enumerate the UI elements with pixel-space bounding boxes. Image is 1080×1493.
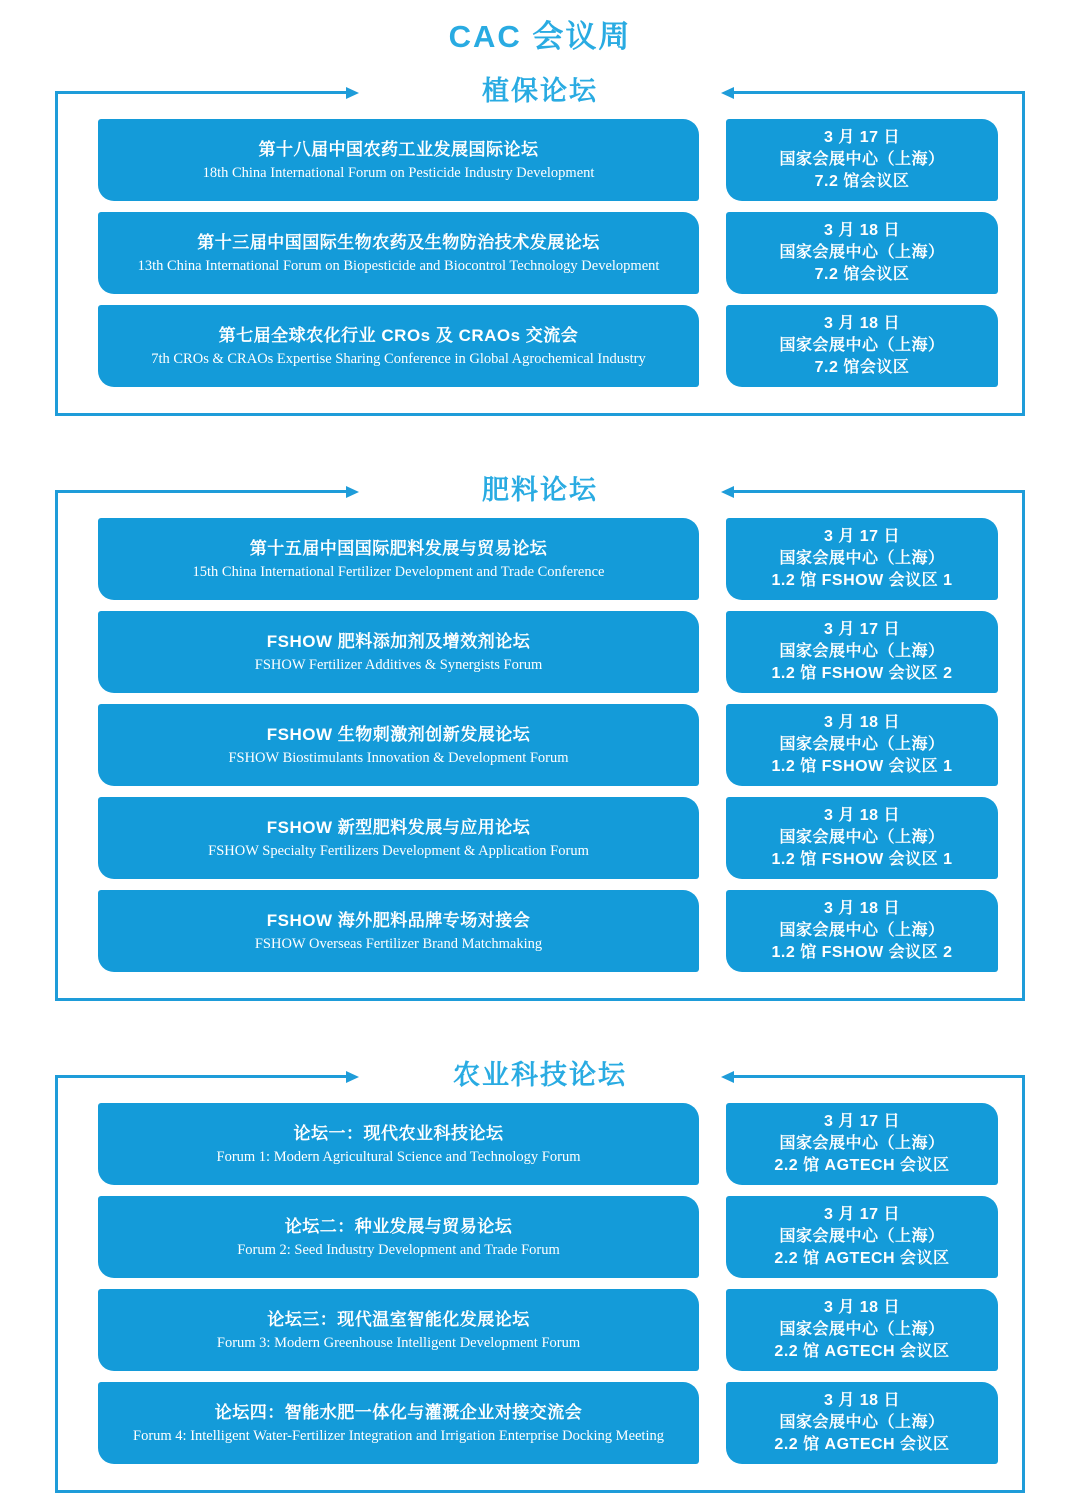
schedule-row <box>98 704 998 786</box>
event-date: 3 月 18 日 <box>823 807 901 824</box>
arrow-right-icon <box>55 91 347 94</box>
section-frame <box>55 76 1025 416</box>
event-hall: 2.2 馆 AGTECH 会议区 <box>774 1250 950 1267</box>
section-frame <box>55 1060 1025 1493</box>
arrow-left-icon <box>733 1075 1025 1078</box>
event-venue: 国家会展中心（上海） <box>779 1228 945 1245</box>
event-date: 3 月 18 日 <box>823 1299 901 1316</box>
arrowhead-left-icon <box>721 486 734 498</box>
date-venue-box <box>726 611 998 693</box>
date-venue-box <box>726 1103 998 1185</box>
event-box <box>98 704 699 786</box>
event-title-cn: FSHOW 新型肥料发展与应用论坛 <box>266 817 531 837</box>
event-box <box>98 1382 699 1464</box>
event-title-cn: FSHOW 海外肥料品牌专场对接会 <box>266 910 531 930</box>
event-title-en: 15th China International Fertilizer Development and Trade Conference <box>192 563 605 580</box>
event-venue: 国家会展中心（上海） <box>779 151 945 168</box>
event-venue: 国家会展中心（上海） <box>779 643 945 660</box>
event-title-cn: 论坛三：现代温室智能化发展论坛 <box>267 1309 530 1329</box>
event-date: 3 月 18 日 <box>823 714 901 731</box>
schedule-row <box>98 611 998 693</box>
event-venue: 国家会展中心（上海） <box>779 337 945 354</box>
event-date: 3 月 17 日 <box>823 1113 901 1130</box>
date-venue-box <box>726 890 998 972</box>
event-venue: 国家会展中心（上海） <box>779 244 945 261</box>
arrow-left-icon <box>733 91 1025 94</box>
event-box <box>98 611 699 693</box>
event-date: 3 月 18 日 <box>823 1392 901 1409</box>
event-date: 3 月 17 日 <box>823 528 901 545</box>
event-title-en: Forum 3: Modern Greenhouse Intelligent Development Forum <box>216 1334 581 1351</box>
date-venue-box <box>726 305 998 387</box>
event-title-cn: 论坛四：智能水肥一体化与灌溉企业对接交流会 <box>214 1402 583 1422</box>
event-box <box>98 305 699 387</box>
event-venue: 国家会展中心（上海） <box>779 922 945 939</box>
schedule-row <box>98 1196 998 1278</box>
arrow-left-icon <box>733 490 1025 493</box>
event-date: 3 月 18 日 <box>823 222 901 239</box>
date-venue-box <box>726 797 998 879</box>
arrowhead-left-icon <box>721 1071 734 1083</box>
event-venue: 国家会展中心（上海） <box>779 736 945 753</box>
event-venue: 国家会展中心（上海） <box>779 829 945 846</box>
schedule-row <box>98 1103 998 1185</box>
arrowhead-right-icon <box>346 1071 359 1083</box>
section-title: 肥料论坛 <box>482 475 598 505</box>
event-title-cn: FSHOW 生物刺激剂创新发展论坛 <box>266 724 531 744</box>
section-frame <box>55 475 1025 1001</box>
event-box <box>98 119 699 201</box>
date-venue-box <box>726 119 998 201</box>
arrowhead-right-icon <box>346 486 359 498</box>
event-title-en: Forum 1: Modern Agricultural Science and Technology Forum <box>216 1148 581 1165</box>
event-venue: 国家会展中心（上海） <box>779 1321 945 1338</box>
section-agtech-forum <box>55 1060 1025 1493</box>
event-box <box>98 212 699 294</box>
date-venue-box <box>726 1289 998 1371</box>
event-hall: 7.2 馆会议区 <box>814 173 910 190</box>
event-title-cn: 论坛一：现代农业科技论坛 <box>293 1123 504 1143</box>
event-hall: 2.2 馆 AGTECH 会议区 <box>774 1157 950 1174</box>
section-plant-protection-forum <box>55 76 1025 416</box>
section-fertilizer-forum <box>55 475 1025 1001</box>
event-date: 3 月 18 日 <box>823 900 901 917</box>
event-title-en: FSHOW Fertilizer Additives & Synergists Forum <box>254 656 543 673</box>
event-hall: 1.2 馆 FSHOW 会议区 1 <box>771 851 953 868</box>
event-hall: 1.2 馆 FSHOW 会议区 2 <box>771 665 953 682</box>
event-hall: 7.2 馆会议区 <box>814 266 910 283</box>
date-venue-box <box>726 212 998 294</box>
event-box <box>98 1289 699 1371</box>
schedule-row <box>98 797 998 879</box>
event-title-en: Forum 2: Seed Industry Development and Trade Forum <box>237 1241 560 1258</box>
schedule-row <box>98 1289 998 1371</box>
event-date: 3 月 17 日 <box>823 621 901 638</box>
section-title: 植保论坛 <box>482 76 598 106</box>
event-hall: 1.2 馆 FSHOW 会议区 1 <box>771 572 953 589</box>
event-title-cn: 第十五届中国国际肥料发展与贸易论坛 <box>249 538 548 558</box>
event-date: 3 月 17 日 <box>823 129 901 146</box>
event-venue: 国家会展中心（上海） <box>779 550 945 567</box>
event-title-en: FSHOW Biostimulants Innovation & Development Forum <box>228 749 569 766</box>
event-title-cn: 第七届全球农化行业 CROs 及 CRAOs 交流会 <box>218 325 579 345</box>
event-title-en: FSHOW Overseas Fertilizer Brand Matchmaking <box>254 935 543 952</box>
date-venue-box <box>726 704 998 786</box>
schedule-row <box>98 1382 998 1464</box>
event-box <box>98 518 699 600</box>
event-hall: 1.2 馆 FSHOW 会议区 2 <box>771 944 953 961</box>
event-venue: 国家会展中心（上海） <box>779 1135 945 1152</box>
event-hall: 2.2 馆 AGTECH 会议区 <box>774 1343 950 1360</box>
schedule-row <box>98 518 998 600</box>
event-venue: 国家会展中心（上海） <box>779 1414 945 1431</box>
event-box <box>98 797 699 879</box>
event-hall: 2.2 馆 AGTECH 会议区 <box>774 1436 950 1453</box>
schedule-row <box>98 305 998 387</box>
event-title-en: FSHOW Specialty Fertilizers Development & Application Forum <box>208 842 589 859</box>
event-date: 3 月 18 日 <box>823 315 901 332</box>
schedule-row <box>98 212 998 294</box>
page-title: CAC 会议周 <box>448 19 632 54</box>
event-box <box>98 1196 699 1278</box>
event-box <box>98 1103 699 1185</box>
event-title-cn: FSHOW 肥料添加剂及增效剂论坛 <box>266 631 531 651</box>
event-title-cn: 论坛二：种业发展与贸易论坛 <box>284 1216 513 1236</box>
event-title-en: 18th China International Forum on Pesticide Industry Development <box>202 164 595 181</box>
event-hall: 1.2 馆 FSHOW 会议区 1 <box>771 758 953 775</box>
event-title-cn: 第十三届中国国际生物农药及生物防治技术发展论坛 <box>197 232 600 252</box>
section-title: 农业科技论坛 <box>453 1060 627 1090</box>
event-date: 3 月 17 日 <box>823 1206 901 1223</box>
event-title-en: Forum 4: Intelligent Water-Fertilizer Integration and Irrigation Enterprise Docking Meeting <box>133 1427 664 1444</box>
arrowhead-right-icon <box>346 87 359 99</box>
date-venue-box <box>726 518 998 600</box>
schedule-row <box>98 119 998 201</box>
arrowhead-left-icon <box>721 87 734 99</box>
event-title-en: 7th CROs & CRAOs Expertise Sharing Conference in Global Agrochemical Industry <box>151 350 646 367</box>
arrow-right-icon <box>55 490 347 493</box>
event-title-cn: 第十八届中国农药工业发展国际论坛 <box>258 139 539 159</box>
event-hall: 7.2 馆会议区 <box>814 359 910 376</box>
date-venue-box <box>726 1382 998 1464</box>
arrow-right-icon <box>55 1075 347 1078</box>
event-title-en: 13th China International Forum on Biopesticide and Biocontrol Technology Development <box>137 257 660 274</box>
date-venue-box <box>726 1196 998 1278</box>
event-box <box>98 890 699 972</box>
schedule-row <box>98 890 998 972</box>
